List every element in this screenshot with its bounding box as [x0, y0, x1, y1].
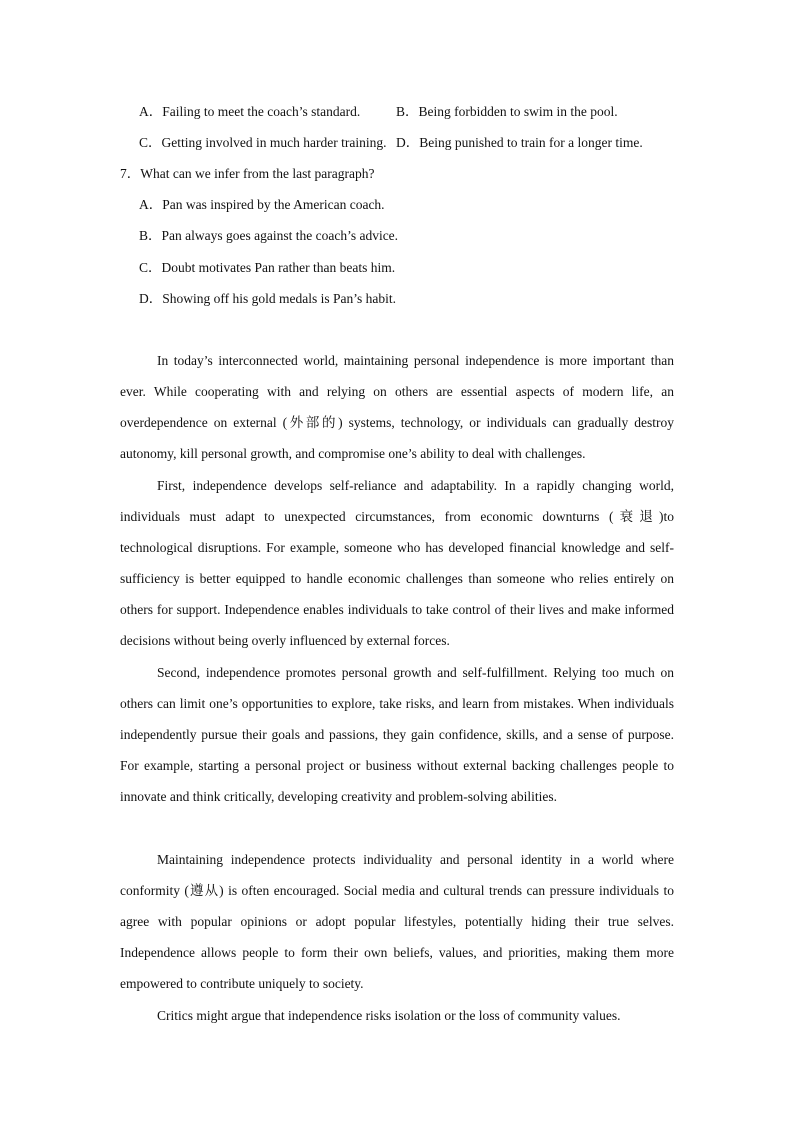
q7-option-b[interactable]: B．Pan always goes against the coach’s advice. — [139, 228, 399, 243]
passage-paragraph-3: Second, independence promotes personal growth and self-fulfillment. Relying too much on others can limit one’s opportunities to explore, take risks, and learn from mistakes. When individuals independently pursue their goals and passions, they gain confidence, skills, and a sense of purpose. For example, starting a personal project or business without external backing challenges people to innovate and think critically, developing creativity and problem-solving abilities. — [120, 665, 674, 805]
passage-paragraph-5: Critics might argue that independence risks isolation or the loss of community values. — [157, 1008, 621, 1023]
passage-paragraph-2: First, independence develops self-reliance and adaptability. In a rapidly changing world, individuals must adapt to unexpected circumstances, from economic downturns (衰退)to technological disruptions. For example, someone who has developed financial knowledge and self-sufficiency is better equipped to handle economic challenges than someone who relies entirely on others for support. Independence enables individuals to take control of their lives and make informed decisions without being overly influenced by external forces. — [120, 478, 674, 649]
q7-option-d[interactable]: D．Showing off his gold medals is Pan’s habit. — [139, 291, 397, 306]
q6-option-a[interactable]: A．Failing to meet the coach’s standard. — [139, 104, 361, 119]
passage-paragraph-1: In today’s interconnected world, maintaining personal independence is more important than ever. While cooperating with and relying on others are essential aspects of modern life, an overdependence on external (外部的) systems, technology, or individuals can gradually destroy autonomy, kill personal growth, and compromise one’s ability to deal with challenges. — [120, 353, 674, 462]
passage-paragraph-4: Maintaining independence protects individuality and personal identity in a world where conformity (遵从) is often encouraged. Social media and cultural trends can pressure individuals to agree with popular opinions or adopt popular lifestyles, potentially hiding their true selves. Independence allows people to form their own beliefs, values, and priorities, making them more empowered to contribute uniquely to society. — [120, 852, 674, 992]
q7-option-a[interactable]: A．Pan was inspired by the American coach. — [139, 197, 385, 212]
q7-question: 7．What can we infer from the last paragraph? — [120, 166, 375, 181]
q7-option-c[interactable]: C．Doubt motivates Pan rather than beats him. — [139, 260, 396, 275]
q6-option-c[interactable]: C．Getting involved in much harder training. — [139, 135, 387, 150]
q6-option-d[interactable]: D．Being punished to train for a longer time. — [396, 135, 643, 150]
q6-option-b[interactable]: B．Being forbidden to swim in the pool. — [396, 104, 618, 119]
